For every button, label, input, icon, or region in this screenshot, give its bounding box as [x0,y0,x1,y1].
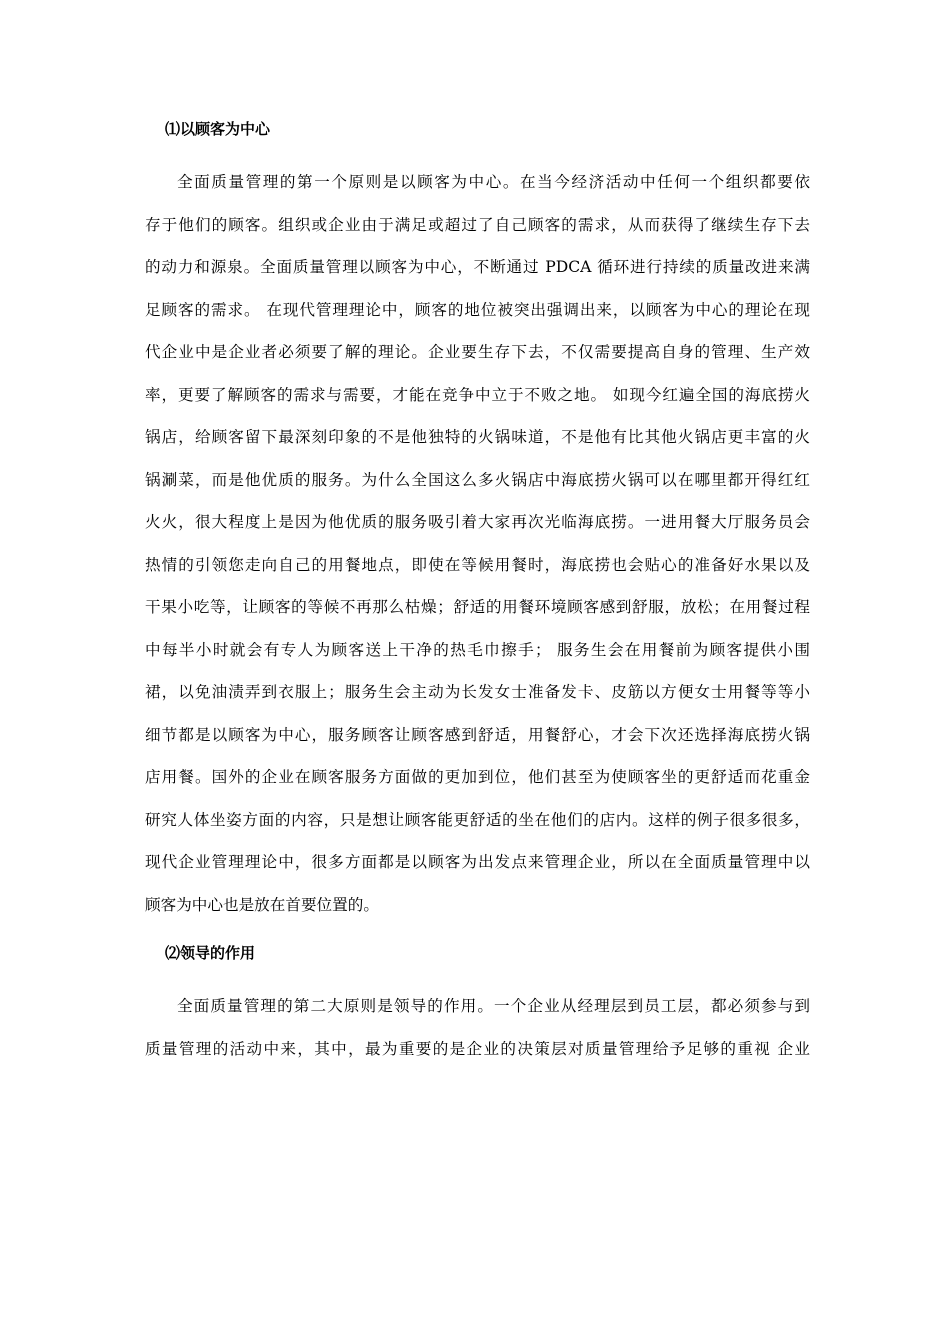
text-line: 火火，很大程度上是因为他优质的服务吸引着大家再次光临海底捞。一进用餐大厅服务员会 [145,513,810,531]
text-line: 裙，以免油渍弄到衣服上；服务生会主动为长发女士准备发卡、皮筋以方便女士用餐等等小 [145,683,810,701]
text-line: 现代企业管理理论中，很多方面都是以顾客为出发点来管理企业，所以在全面质量管理中以 [145,853,810,871]
text-line: 全面质量管理的第一个原则是以顾客为中心。在当今经济活动中任何一个组织都要依 [177,173,810,191]
text-line: 全面质量管理的第二大原则是领导的作用。一个企业从经理层到员工层，都必须参与到 [177,997,810,1015]
text-line: 研究人体坐姿方面的内容，只是想让顾客能更舒适的坐在他们的店内。这样的例子很多很多， [145,810,810,829]
paragraph-leadership [145,985,810,1070]
text-line: 干果小吃等，让顾客的等候不再那么枯燥；舒适的用餐环境顾客感到舒服，放松；在用餐过程 [145,598,810,616]
paragraph-customer-focus [145,161,810,926]
text-line: 存于他们的顾客。组织或企业由于满足或超过了自己顾客的需求，从而获得了继续生存下去 [145,215,810,234]
text-line: 店用餐。国外的企业在顾客服务方面做的更加到位，他们甚至为使顾客坐的更舒适而花重金 [145,768,810,786]
text-line: 锅店，给顾客留下最深刻印象的不是他独特的火锅味道，不是他有比其他火锅店更丰富的火 [145,428,810,446]
text-line: 热情的引领您走向自己的用餐地点，即使在等候用餐时，海底捞也会贴心的准备好水果以及 [145,555,810,574]
text-line: 率，更要了解顾客的需求与需要，才能在竞争中立于不败之地。 如现今红遍全国的海底捞火 [145,385,810,404]
text-line: 代企业中是企业者必须要了解的理论。企业要生存下去，不仅需要提高自身的管理、生产效 [145,343,810,361]
section-heading-leadership: ⑵领导的作用 [165,944,256,962]
text-line: 锅涮菜，而是他优质的服务。为什么全国这么多火锅店中海底捞火锅可以在哪里都开得红红 [145,470,810,489]
text-line: 中每半小时就会有专人为顾客送上干净的热毛巾擦手； 服务生会在用餐前为顾客提供小围 [145,640,810,659]
text-line: 足顾客的需求。 在现代管理理论中，顾客的地位被突出强调出来，以顾客为中心的理论在现 [145,300,810,319]
section-heading-customer-focus: ⑴以顾客为中心 [165,120,271,138]
text-line: 的动力和源泉。全面质量管理以顾客为中心，不断通过 PDCA 循环进行持续的质量改进来满 [145,258,810,276]
text-line: 质量管理的活动中来，其中，最为重要的是企业的决策层对质量管理给予足够的重视 企业 [145,1039,810,1058]
text-line: 顾客为中心也是放在首要位置的。 [145,895,379,914]
document-page [145,118,810,1070]
text-line: 细节都是以顾客为中心，服务顾客让顾客感到舒适，用餐舒心，才会下次还选择海底捞火锅 [145,725,810,744]
